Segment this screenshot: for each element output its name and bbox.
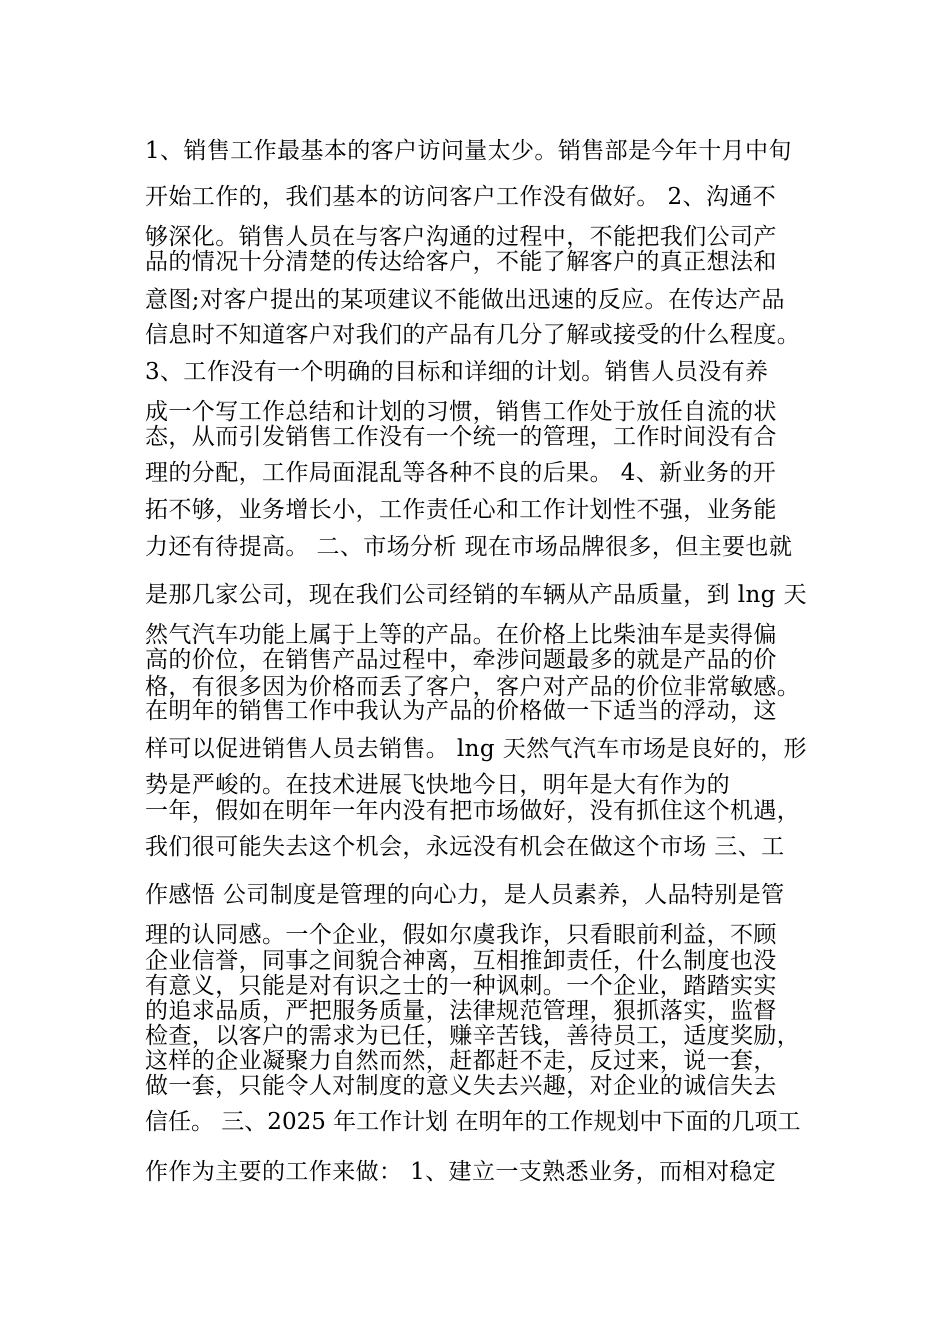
text-line: 1、销售工作最基本的客户访问量太少。销售部是今年十月中旬: [145, 138, 792, 164]
text-line: 理的认同感。一个企业，假如尔虞我诈，只看眼前利益，不顾: [145, 922, 777, 948]
text-line: 一年，假如在明年一年内没有把市场做好，没有抓住这个机遇，: [145, 798, 801, 824]
text-line: 拓不够，业务增长小，工作责任心和工作计划性不强，业务能: [145, 497, 777, 523]
text-line: 势是严峻的。在技术进展飞快地今日，明年是大有作为的: [145, 772, 730, 798]
text-line: 态，从而引发销售工作没有一个统一的管理，工作时间没有合: [145, 424, 777, 450]
text-line: 意图;对客户提出的某项建议不能做出迅速的反应。在传达产品: [145, 287, 785, 313]
text-line: 在明年的销售工作中我认为产品的价格做一下适当的浮动，这: [145, 698, 777, 724]
text-line: 样可以促进销售人员去销售。 lng 天然气汽车市场是良好的，形: [145, 736, 807, 762]
text-line: 是那几家公司，现在我们公司经销的车辆从产品质量，到 lng 天: [145, 582, 807, 608]
text-line: 品的情况十分清楚的传达给客户，不能了解客户的真正想法和: [145, 249, 777, 275]
text-line: 开始工作的，我们基本的访问客户工作没有做好。 2、沟通不: [145, 184, 777, 210]
text-line: 检查，以客户的需求为已任，赚辛苦钱，善待员工，适度奖励，: [145, 1023, 801, 1049]
text-line: 够深化。销售人员在与客户沟通的过程中，不能把我们公司产: [145, 224, 777, 250]
text-line: 高的价位，在销售产品过程中，牵涉问题最多的就是产品的价: [145, 647, 777, 673]
text-line: 这样的企业凝聚力自然而然，赶都赶不走，反过来，说一套，: [145, 1048, 777, 1074]
text-line: 做一套，只能令人对制度的意义失去兴趣，对企业的诚信失去: [145, 1073, 777, 1099]
text-line: 作作为主要的工作来做： 1、建立一支熟悉业务，而相对稳定: [145, 1159, 777, 1185]
text-line: 作感悟 公司制度是管理的向心力，是人员素养，人品特别是管: [145, 882, 785, 908]
text-line: 信息时不知道客户对我们的产品有几分了解或接受的什么程度。: [145, 322, 801, 348]
text-line: 成一个写工作总结和计划的习惯，销售工作处于放任自流的状: [145, 399, 777, 425]
text-line: 信任。 三、2025 年工作计划 在明年的工作规划中下面的几项工: [145, 1109, 801, 1135]
text-line: 格，有很多因为价格而丢了客户，客户对产品的价位非常敏感。: [145, 674, 801, 700]
text-line: 我们很可能失去这个机会，永远没有机会在做这个市场 三、工: [145, 834, 785, 860]
text-line: 力还有待提高。 二、市场分析 现在市场品牌很多，但主要也就: [145, 534, 793, 560]
text-line: 企业信誉，同事之间貌合神离，互相推卸责任，什么制度也没: [145, 948, 777, 974]
text-line: 然气汽车功能上属于上等的产品。在价格上比柴油车是卖得偏: [145, 622, 777, 648]
text-line: 理的分配，工作局面混乱等各种不良的后果。 4、新业务的开: [145, 460, 777, 486]
text-line: 的追求品质，严把服务质量，法律规范管理，狠抓落实，监督: [145, 998, 777, 1024]
text-line: 有意义，只能是对有识之士的一种讽刺。一个企业，踏踏实实: [145, 973, 777, 999]
text-line: 3、工作没有一个明确的目标和详细的计划。销售人员没有养: [145, 359, 769, 385]
